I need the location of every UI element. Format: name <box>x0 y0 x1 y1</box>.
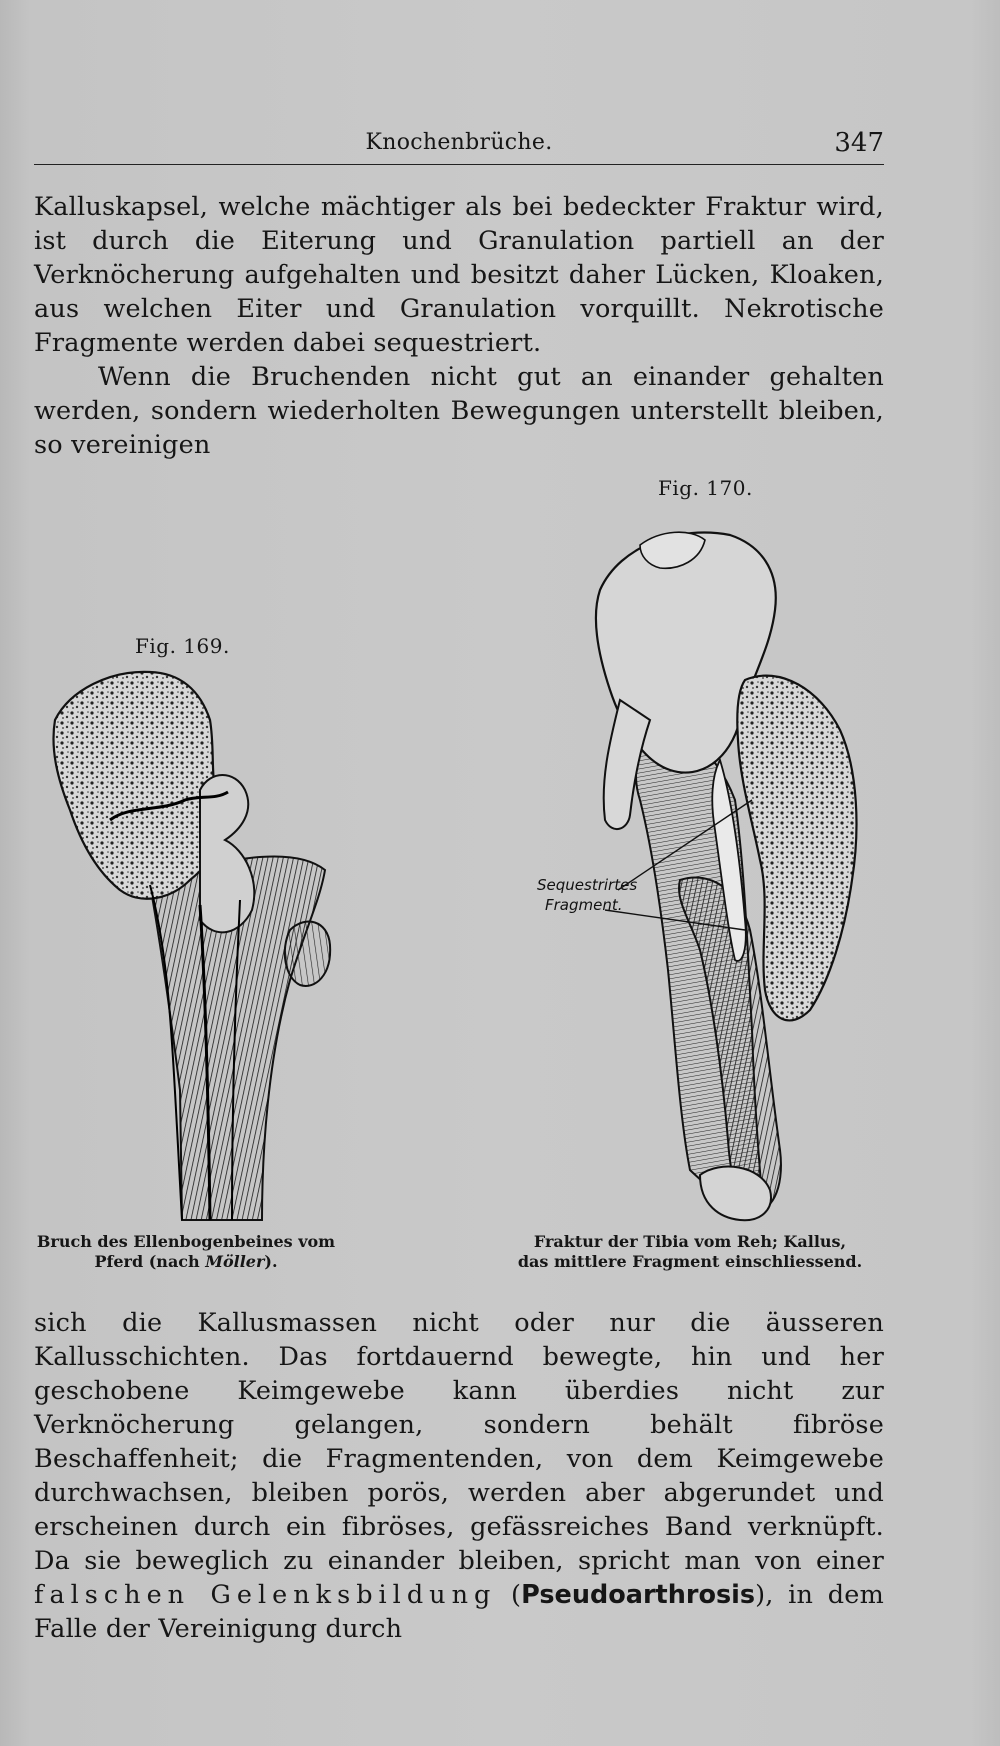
fig-169-caption-author: Möller <box>205 1252 265 1271</box>
fig-169-caption-line2 <box>26 1252 346 1272</box>
page-number: 347 <box>834 128 884 158</box>
fig-169-caption-line1: Bruch des Ellenbogenbeines vom <box>36 1232 336 1251</box>
spaced-term: falschen Gelenksbildung <box>34 1580 497 1610</box>
fig-170-annotation-line2: Fragment. <box>545 896 623 914</box>
fig-170-caption-line2: das mittlere Fragment einschliessend. <box>517 1252 863 1271</box>
fig-169-label: Fig. 169. <box>135 634 230 658</box>
paragraph-kalluskapsel: Kalluskapsel, welche mächtiger als bei bedeckter Fraktur wird, ist durch die Eiterung und Granulation partiell an der Verknöcherung aufgehalten und besitzt daher Lücken, Kloaken, aus welchen Eiter und Granulation vorquillt. Nekrotische Fragmente werden dabei sequestriert. <box>34 192 884 358</box>
fig-170-caption <box>510 1232 870 1272</box>
paragraph-bruchenden: Wenn die Bruchenden nicht gut an einander gehalten werden, sondern wiederholten Bewegungen unterstellt bleiben, so vereinigen <box>34 362 884 460</box>
fig-170-caption-line1: Fraktur der Tibia vom Reh; Kallus, <box>533 1232 847 1251</box>
bold-term-pseudoarthrosis: Pseudoarthrosis <box>521 1580 756 1610</box>
paragraph-text-middle: ( <box>496 1580 522 1610</box>
running-title: Knochenbrüche. <box>365 130 553 155</box>
fig-169-bone <box>53 672 330 1220</box>
fig-169-caption-suffix: ). <box>264 1252 278 1271</box>
paragraph-text-after: ), in dem Falle der Vereinigung durch <box>34 1580 884 1644</box>
fig-169-caption-prefix: Pferd (nach <box>94 1252 206 1271</box>
paragraph-kallusmassen <box>34 1306 884 1646</box>
fig-170-label: Fig. 170. <box>658 476 753 500</box>
paragraph-text-before: sich die Kallusmassen nicht oder nur die äusseren Kallusschichten. Das fortdauernd bewegte, hin und her geschobene Keimgewebe kann überdies nicht zur Verknöcherung gelangen, sondern behält fibröse Beschaffenheit; die Fragmentenden, von dem Keimgewebe durchwachsen, bleiben porös, werden aber abgerundet und erscheinen durch ein fibröses, gefässreiches Band verknüpft. Da sie beweglich zu einander bleiben, spricht man von einer <box>34 1308 884 1576</box>
fig-170-annotation-line1: Sequestrirtes <box>537 876 638 894</box>
fig-169-caption <box>26 1232 346 1272</box>
body-text-bottom <box>34 1306 884 1646</box>
